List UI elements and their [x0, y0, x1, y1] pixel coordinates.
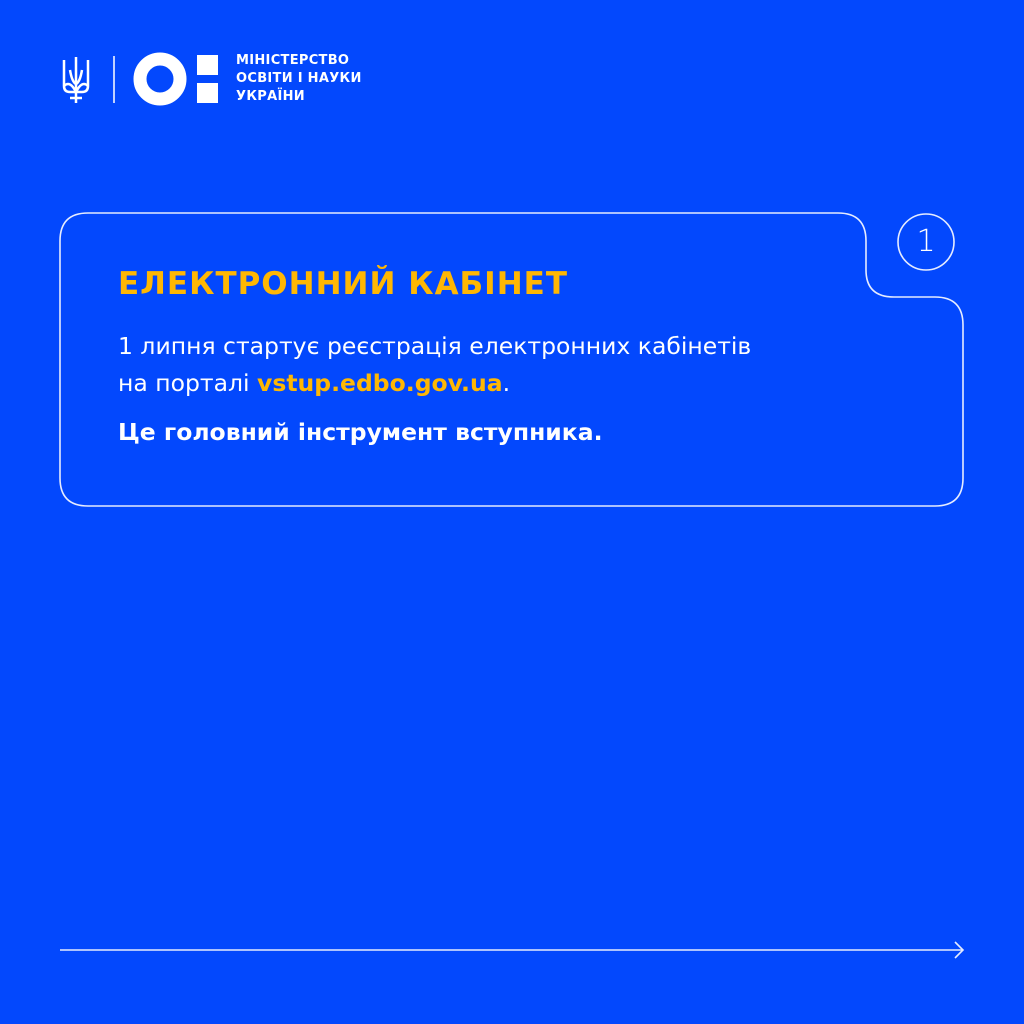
- portal-link[interactable]: vstup.edbo.gov.ua: [257, 369, 503, 397]
- next-arrow-icon[interactable]: [60, 942, 963, 958]
- ministry-name-line: МІНІСТЕРСТВО: [236, 53, 350, 68]
- trident-icon: [64, 57, 88, 103]
- body-text: на порталі: [118, 369, 258, 397]
- ministry-name: [236, 52, 362, 106]
- body-line: 1 липня стартує реєстрація електронних кабінетів: [118, 332, 752, 360]
- body-text: .: [502, 369, 511, 397]
- card-body: [118, 328, 898, 402]
- ministry-logo-icon: [140, 55, 218, 103]
- body-line: [118, 365, 898, 402]
- ministry-name-line: УКРАЇНИ: [236, 89, 305, 104]
- step-number: 1: [916, 224, 936, 259]
- ministry-name-line: ОСВІТИ І НАУКИ: [236, 71, 362, 86]
- card-emphasis: Це головний інструмент вступника.: [118, 418, 603, 446]
- card-title: ЕЛЕКТРОННИЙ КАБІНЕТ: [118, 266, 568, 302]
